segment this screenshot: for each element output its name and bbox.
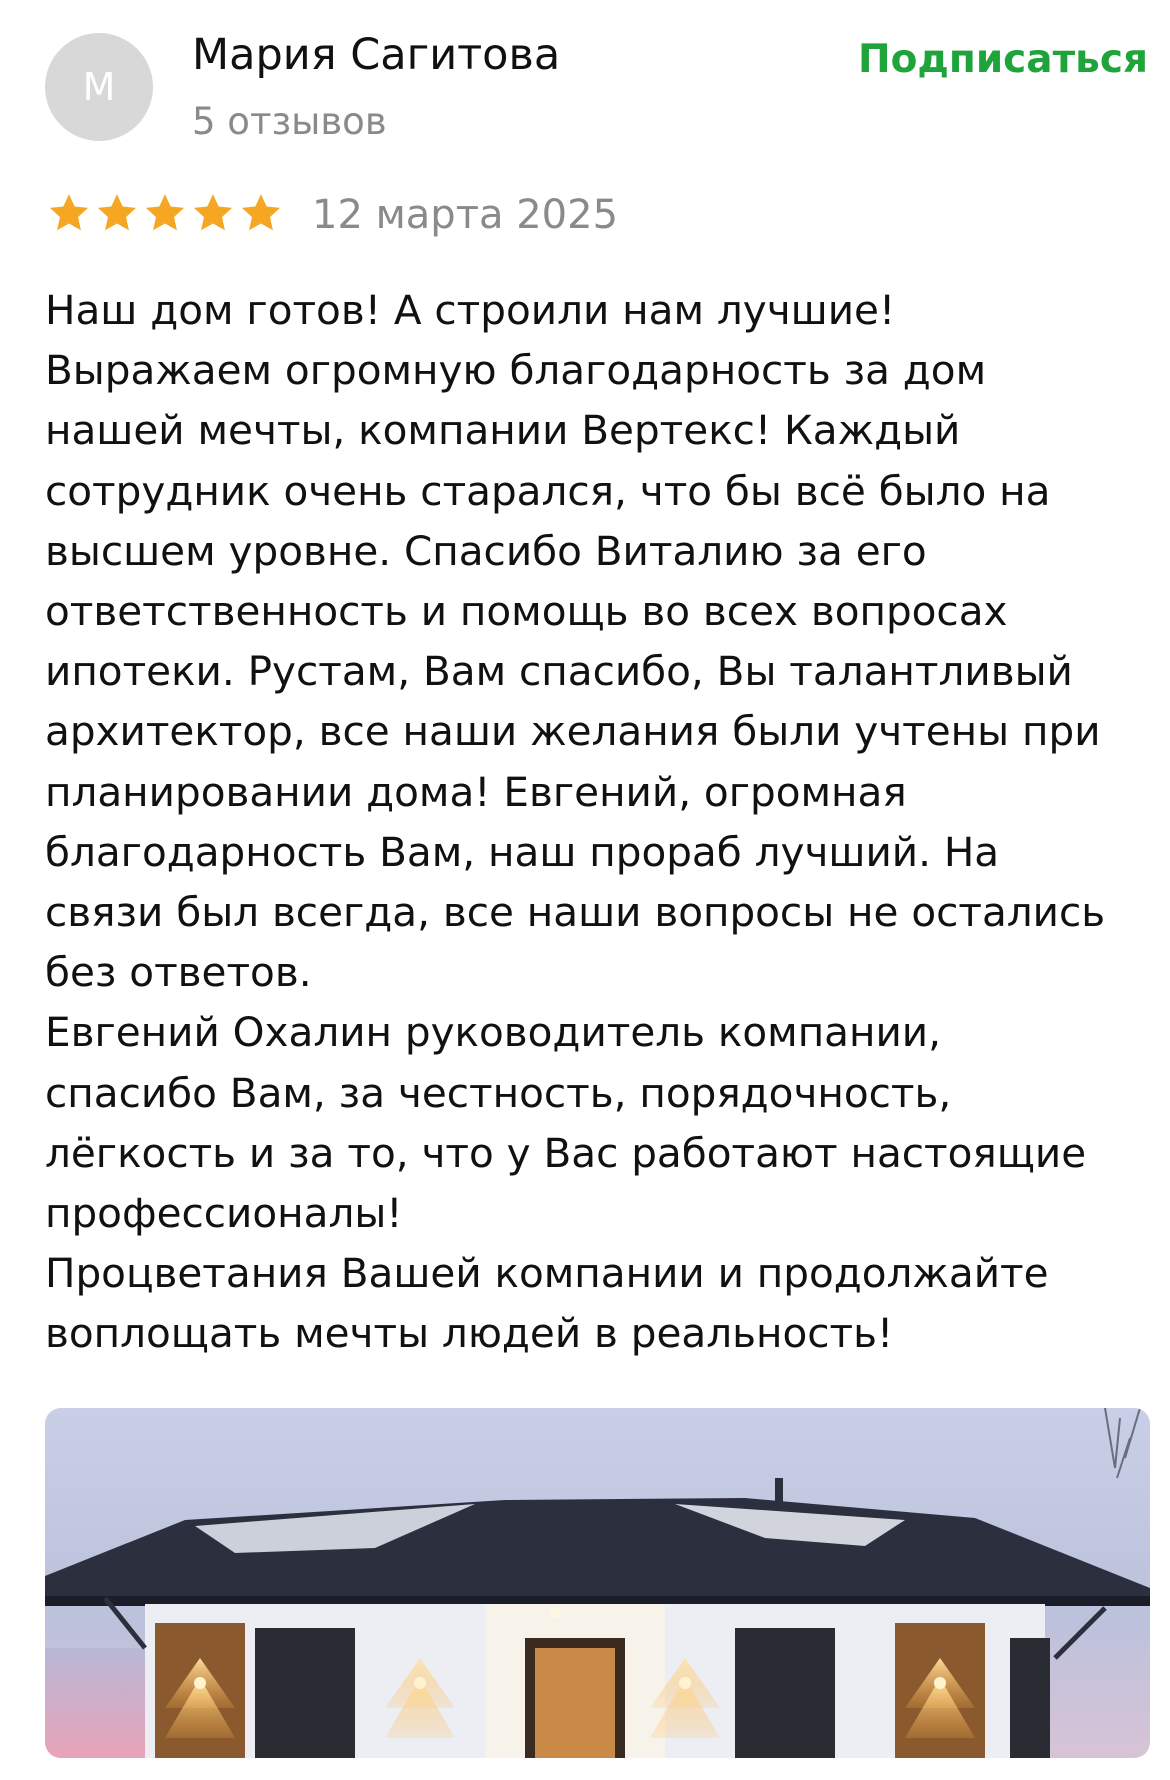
review-text-line: ипотеки. Рустам, Вам спасибо, Вы талантливый [45,647,1073,696]
subscribe-button[interactable]: Подписаться [857,37,1148,82]
avatar-letter: М [82,65,116,109]
review-text-line: ответственность и помощь во всех вопросах [45,587,1008,636]
review-text-line: архитектор, все наши желания были учтены при [45,707,1101,756]
author-name[interactable]: Мария Сагитова [192,30,561,80]
review-date: 12 марта 2025 [312,192,619,238]
star-icon [189,190,237,236]
star-icon [45,190,93,236]
review-text-line: воплощать мечты людей в реальность! [45,1309,894,1358]
review-text-line: лёгкость и за то, что у Вас работают настоящие [45,1128,1087,1177]
review-text [45,280,1155,1364]
avatar[interactable] [45,33,153,141]
rating-stars [45,190,285,236]
review-text-line: высшем уровне. Спасибо Виталию за его [45,526,927,575]
review-text-line: связи был всегда, все наши вопросы не остались [45,888,1106,937]
house-photo-image [45,1408,1150,1758]
review-text-line: без ответов. [45,948,312,997]
review-text-line: Наш дом готов! А строили нам лучшие! [45,286,896,334]
review-text-line: благодарность Вам, наш прораб лучший. На [45,827,1000,876]
review-text-line: сотрудник очень старался, что бы всё было на [45,466,1051,515]
review-text-line: профессионалы! [45,1189,403,1238]
star-icon [141,190,189,236]
review-text-line: планировании дома! Евгений, огромная [45,767,907,816]
review-text-line: Выражаем огромную благодарность за дом [45,346,987,395]
review-text-line: спасибо Вам, за честность, порядочность, [45,1068,952,1117]
review-text-line: Процветания Вашей компании и продолжайте [45,1249,1049,1298]
review-text-line: Евгений Охалин руководитель компании, [45,1008,941,1057]
reviews-count: 5 отзывов [192,100,387,143]
review-photo[interactable] [45,1408,1150,1758]
review-text-line: нашей мечты, компании Вертекс! Каждый [45,406,961,455]
star-icon [237,190,285,236]
star-icon [93,190,141,236]
